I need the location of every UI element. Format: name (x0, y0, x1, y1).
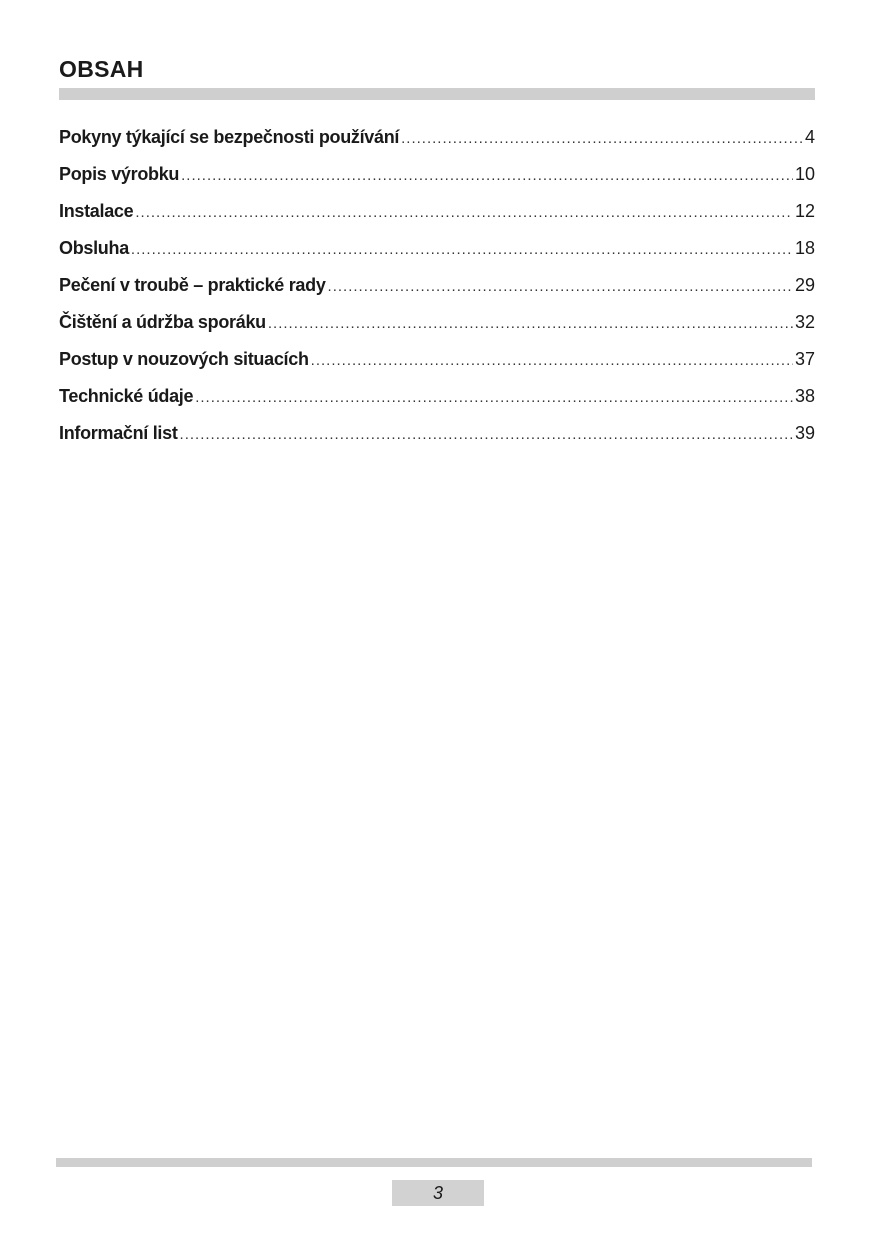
toc-entry-operation[interactable] (59, 235, 815, 272)
toc-entry-title: Pečení v troubě – praktické rady (59, 275, 326, 295)
toc-entry-page: 29 (794, 275, 815, 295)
toc-entry-title: Postup v nouzových situacích (59, 349, 309, 369)
toc-entry-page: 12 (794, 201, 815, 221)
dot-leader (311, 348, 793, 374)
toc-entry-page: 39 (794, 423, 815, 443)
toc-entry-baking-tips[interactable] (59, 272, 815, 309)
dot-leader (135, 200, 793, 226)
page-number-box (392, 1180, 484, 1206)
dot-leader (181, 163, 793, 189)
toc-entry-title: Obsluha (59, 238, 129, 258)
toc-entry-title: Pokyny týkající se bezpečnosti používání (59, 127, 400, 147)
toc-entry-information-sheet[interactable] (59, 420, 815, 457)
footer-divider (56, 1158, 812, 1167)
title-divider (59, 88, 815, 100)
toc-entry-title: Čištění a údržba sporáku (59, 312, 266, 332)
toc-entry-safety[interactable] (59, 124, 815, 161)
toc-entry-cleaning[interactable] (59, 309, 815, 346)
toc-entry-page: 32 (794, 312, 815, 332)
toc-entry-page: 10 (794, 164, 815, 184)
page-number: 3 (432, 1182, 443, 1203)
toc-entry-emergency[interactable] (59, 346, 815, 383)
table-of-contents (59, 124, 815, 457)
toc-entry-title: Informační list (59, 423, 178, 443)
toc-entry-page: 38 (794, 386, 815, 406)
dot-leader (268, 311, 793, 337)
toc-entry-title: Popis výrobku (59, 164, 180, 184)
toc-entry-title: Technické údaje (59, 386, 194, 406)
page-title: OBSAH (59, 56, 144, 82)
toc-entry-page: 18 (794, 238, 815, 258)
dot-leader (401, 126, 803, 152)
toc-entry-title: Instalace (59, 201, 134, 221)
dot-leader (131, 237, 793, 263)
toc-entry-installation[interactable] (59, 198, 815, 235)
dot-leader (195, 385, 793, 411)
toc-entry-page: 4 (804, 127, 815, 147)
toc-entry-product-description[interactable] (59, 161, 815, 198)
dot-leader (328, 274, 793, 300)
dot-leader (180, 422, 793, 448)
toc-entry-technical-data[interactable] (59, 383, 815, 420)
toc-entry-page: 37 (794, 349, 815, 369)
